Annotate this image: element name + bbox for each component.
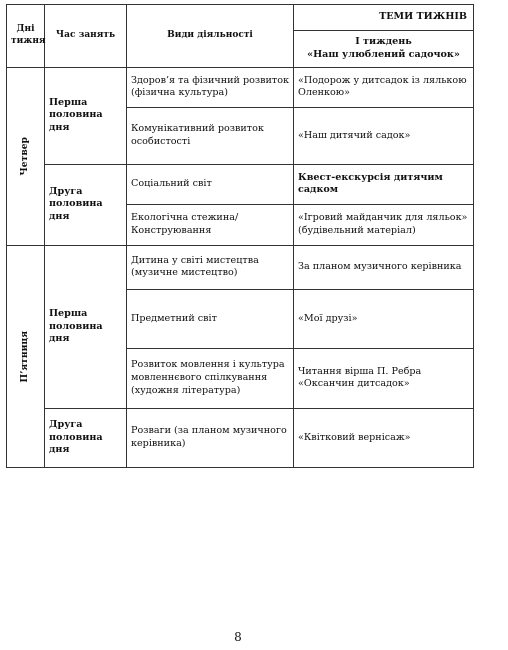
friday-activity-4: Розваги (за планом музичного керівника) bbox=[127, 409, 294, 468]
page-number: 8 bbox=[234, 630, 242, 644]
header-days: Дні тижня bbox=[7, 5, 45, 68]
thursday-activity-4: Екологічна стежина/ Конструювання bbox=[127, 205, 294, 245]
thursday-activity-2: Комунікативний розвиток особистості bbox=[127, 108, 294, 165]
thursday-theme-4: «Ігровий майданчик для ляльок» (будівельний матеріал) bbox=[294, 205, 474, 245]
friday-second-half: Друга половина дня bbox=[45, 409, 127, 468]
header-week-label: І тиждень bbox=[355, 36, 412, 48]
thursday-theme-2: «Наш дитячий садок» bbox=[294, 108, 474, 165]
header-week-theme: «Наш улюблений садочок» bbox=[307, 48, 460, 60]
friday-first-half: Перша половина дня bbox=[45, 245, 127, 409]
header-time: Час занять bbox=[45, 5, 127, 68]
thursday-theme-1: «Подорож у дитсадок із лялькою Оленкою» bbox=[294, 67, 474, 107]
thursday-second-half: Друга половина дня bbox=[45, 164, 127, 245]
thursday-activity-3: Соціальний світ bbox=[127, 164, 294, 204]
day-friday bbox=[7, 245, 45, 467]
day-thursday-label: Четвер bbox=[19, 136, 31, 176]
header-activities: Види діяльності bbox=[127, 5, 294, 68]
thursday-first-half: Перша половина дня bbox=[45, 67, 127, 164]
friday-activity-3: Розвиток мовлення і культура мовленнєвого спілкування (художня література) bbox=[127, 348, 294, 409]
friday-theme-4: «Квітковий вернісаж» bbox=[294, 409, 474, 468]
thursday-theme-3: Квест-екскурсія дитячим садком bbox=[294, 164, 474, 204]
thursday-activity-1: Здоров’я та фізичний розвиток (фізична культура) bbox=[127, 67, 294, 107]
friday-activity-2: Предметний світ bbox=[127, 290, 294, 349]
day-thursday bbox=[7, 67, 45, 245]
header-themes: ТЕМИ ТИЖНІВ bbox=[294, 5, 474, 31]
day-friday-label: П’ятниця bbox=[19, 330, 31, 383]
friday-theme-1: За планом музичного керівника bbox=[294, 245, 474, 289]
friday-theme-2: «Мої друзі» bbox=[294, 290, 474, 349]
header-week bbox=[294, 31, 474, 67]
friday-activity-1: Дитина у світі мистецтва (музичне мистецтво) bbox=[127, 245, 294, 289]
schedule-table bbox=[6, 4, 474, 468]
friday-theme-3: Читання вірша П. Ребра «Оксанчин дитсадок» bbox=[294, 348, 474, 409]
